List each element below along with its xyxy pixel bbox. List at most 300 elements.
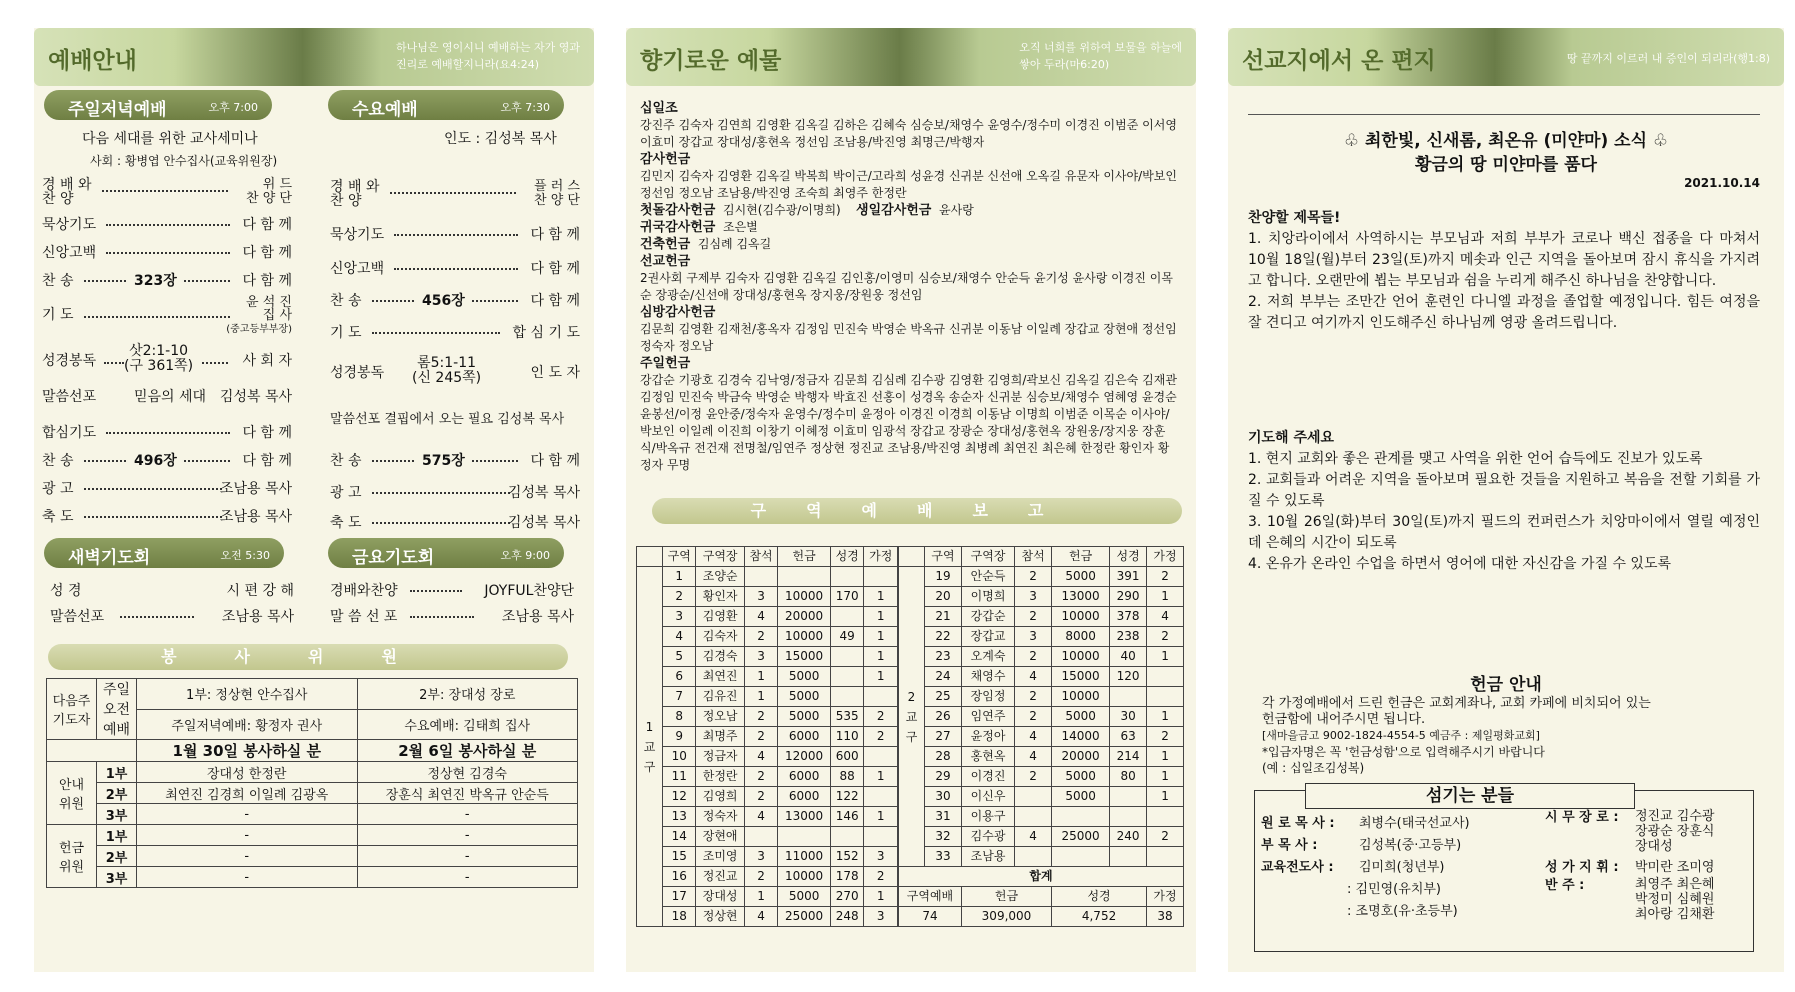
district-cell — [778, 567, 831, 587]
divider — [1248, 114, 1760, 115]
district-cell: 1 — [1147, 587, 1184, 607]
district-row — [637, 567, 898, 587]
total-value-row — [899, 907, 1184, 927]
district-cell: 3 — [864, 847, 898, 867]
district-cell: 2 — [744, 727, 777, 747]
wednesday-header: 수요예배 오후 7:30 — [328, 90, 564, 120]
district-row — [899, 767, 1184, 787]
district-cell: 정진교 — [696, 867, 744, 887]
offering-section: 십일조 강진주 김숙자 김연희 김영환 김옥길 김하은 김혜숙 심승보/채영수 윤영수/정수미 이경진 이범준 이서영 이효미 장갑교 장대성/홍현옥 정선임 조남용/박진영 최명근/박행자 — [640, 101, 1177, 149]
missionary-letter-panel — [1228, 28, 1784, 972]
district-cell: 1 — [744, 687, 777, 707]
district-row — [637, 747, 898, 767]
district-cell: 오계숙 — [961, 647, 1014, 667]
district-cell: 윤정아 — [961, 727, 1014, 747]
district-cell: 20000 — [778, 607, 831, 627]
district-cell — [830, 607, 863, 627]
district-cell: 1 — [864, 767, 898, 787]
district-cell: 4 — [744, 607, 777, 627]
friday-row: 말 씀 선 포 조남용 목사 — [330, 609, 574, 625]
district-cell — [744, 567, 777, 587]
district-row — [899, 727, 1184, 747]
district-cell — [830, 687, 863, 707]
district-cell: 5000 — [1052, 567, 1110, 587]
total-value: 38 — [1147, 907, 1184, 927]
offering-guide: 각 가정예배에서 드린 헌금은 교회계좌나, 교회 카페에 비치되어 있는 헌금함에 내어주시면 됩니다. [새마을금고 9002-1824-4554-5 예금주 : 제일평화교회] *입금자명은 꼭 '헌금성함'으로 입력해주시기 바랍니다 (예 : 십일조김성복) — [1262, 696, 1651, 775]
district-cell: 2 — [1147, 627, 1184, 647]
district-cell — [830, 567, 863, 587]
district-row — [637, 887, 898, 907]
order-row: 성경봉독 롬5:1-11 (신 245쪽) 인 도 자 — [330, 355, 580, 386]
district-cell — [864, 827, 898, 847]
district-cell — [830, 647, 863, 667]
district-cell: 11 — [663, 767, 696, 787]
district-cell: 14 — [663, 827, 696, 847]
district-cell — [1110, 807, 1147, 827]
district-cell: 2 — [1015, 687, 1052, 707]
district-cell: 12000 — [778, 747, 831, 767]
district-cell: 391 — [1110, 567, 1147, 587]
parish-label: 1 교 구 — [637, 567, 663, 927]
district-cell: 4 — [744, 747, 777, 767]
friday-prayer-header: 금요기도회 오후 9:00 — [328, 538, 564, 568]
service-committee-table: 다음주 기도자 주일오전예배 1부: 정상현 안수집사 2부: 장대성 장로 주일저녁예배: 황정자 권사 수요예배: 김태희 집사 1월 30일 봉사하실 분 2월 6일 봉사하실 분 안내 위원 1부 장대성 한정란 정상현 김경숙 2부 최연진 김경희 이일례 김광옥 장훈식 최연진 박옥규 안순득 3부 - - 헌금 위원 1부 - - 2부 - - 3부 - - — [46, 678, 578, 888]
district-row — [899, 667, 1184, 687]
offerings-panel — [626, 28, 1196, 972]
district-cell: 1 — [1147, 647, 1184, 667]
order-row: 기 도 합 심 기 도 — [330, 325, 580, 341]
district-cell — [1052, 847, 1110, 867]
district-cell: 1 — [864, 807, 898, 827]
order-row: 말씀선포 결핍에서 오는 필요 김성복 목사 — [330, 412, 565, 427]
district-cell: 3 — [663, 607, 696, 627]
district-cell: 49 — [830, 627, 863, 647]
district-cell: 120 — [1110, 667, 1147, 687]
district-cell: 정오남 — [696, 707, 744, 727]
district-row — [899, 827, 1184, 847]
district-row — [637, 687, 898, 707]
district-cell: 3 — [744, 587, 777, 607]
district-cell: 13 — [663, 807, 696, 827]
district-row — [637, 727, 898, 747]
district-cell: 30 — [1110, 707, 1147, 727]
district-cell: 18 — [663, 907, 696, 927]
district-cell: 조양순 — [696, 567, 744, 587]
district-row — [637, 787, 898, 807]
offering-section: 감사헌금 김민지 김숙자 김영환 김옥길 박복희 박이근/고라희 성윤경 신귀분 신선애 오옥길 유문자 이사야/박보인 정선임 정오남 조남용/박진영 조숙희 최영주 한정란 — [640, 152, 1177, 200]
district-cell: 1 — [1147, 747, 1184, 767]
district-row — [637, 807, 898, 827]
district-cell — [1147, 807, 1184, 827]
district-row — [637, 587, 898, 607]
total-head: 가정 — [1147, 887, 1184, 907]
district-cell: 최명주 — [696, 727, 744, 747]
order-row: 묵상기도 다 함 께 — [330, 227, 580, 243]
district-cell: 3 — [864, 907, 898, 927]
district-cell: 10000 — [1052, 647, 1110, 667]
prayer-item: 2. 교회들과 어려운 지역을 돌아보며 필요한 것들을 지원하고 복음을 전할 기회를 가질 수 있도록 — [1248, 472, 1760, 509]
district-cell: 1 — [1147, 767, 1184, 787]
district-cell: 20 — [925, 587, 962, 607]
district-cell: 8000 — [1052, 627, 1110, 647]
district-cell: 조미영 — [696, 847, 744, 867]
order-row: 찬 송 496장 다 함 께 — [42, 453, 292, 469]
order-row: 찬 송 575장 다 함 께 — [330, 453, 580, 469]
district-cell — [1015, 847, 1052, 867]
district-row — [899, 707, 1184, 727]
district-cell: 5000 — [778, 887, 831, 907]
offerings-header — [626, 28, 1196, 86]
district-cell: 14000 — [1052, 727, 1110, 747]
prayer-section: 기도해 주세요 1. 현지 교회와 좋은 관계를 맺고 사역을 위한 언어 습득에도 진보가 있도록 2. 교회들과 어려운 지역을 돌아보며 필요한 것들을 지원하고 복음을 전할 기회를 가질 수 있도록 3. 10월 26일(화)부터 30일(토)까지 필드의 컨퍼런스가 치앙마이에서 열릴 예정인데 은혜의 시간이 되도록 4. 온유가 온라인 수업을 하면서 영어에 대한 자신감을 가질 수 있도록 — [1248, 428, 1760, 575]
order-row: 광 고 김성복 목사 — [330, 485, 580, 501]
district-cell: 8 — [663, 707, 696, 727]
district-cell: 조남용 — [961, 847, 1014, 867]
district-cell — [1147, 847, 1184, 867]
district-cell — [864, 567, 898, 587]
district-row — [637, 827, 898, 847]
dawn-row: 말씀선포 조남용 목사 — [50, 609, 294, 625]
order-row: 성경봉독 삿2:1-10 (구 361쪽) 사 회 자 — [42, 343, 292, 374]
district-cell: 황인자 — [696, 587, 744, 607]
servers-box: 섬기는 분들 원 로 목 사 : 최병수(태국선교사) 부 목 사 : 김성복(중·고등부) 교육전도사 : 김미희(청년부) : 김민영(유치부) : 조명호(유·초등부) 시 무 장 로 : 정진교 김수광 장광순 장훈식 장대성 성 가 지 휘 : 박미란 조미영 반 주 : 최영주 최은혜 박정미 심혜원 최아랑 김채환 — [1254, 790, 1754, 952]
district-row — [899, 647, 1184, 667]
order-row: 광 고 조남용 목사 — [42, 481, 292, 497]
district-cell: 2 — [744, 627, 777, 647]
servers-title: 섬기는 분들 — [1305, 783, 1635, 809]
district-cell: 4 — [1015, 827, 1052, 847]
district-cell — [1052, 807, 1110, 827]
district-cell: 5 — [663, 647, 696, 667]
district-cell: 4 — [1015, 727, 1052, 747]
district-cell — [1147, 687, 1184, 707]
district-cell: 이경진 — [961, 767, 1014, 787]
order-row: 신앙고백 다 함 께 — [330, 261, 580, 277]
worship-guide-title: 예배안내 — [48, 48, 137, 74]
district-cell: 27 — [925, 727, 962, 747]
district-cell — [830, 667, 863, 687]
district-cell: 63 — [1110, 727, 1147, 747]
district-cell: 26 — [925, 707, 962, 727]
district-cell: 600 — [830, 747, 863, 767]
district-cell: 장대성 — [696, 887, 744, 907]
district-cell: 5000 — [778, 667, 831, 687]
offering-section: 선교헌금 2권사회 구제부 김숙자 김영환 김옥길 김인홍/이영미 심승보/채영수 안순득 윤기성 윤사랑 이경진 이목순 장광순/신선애 장대성/홍현옥 장지웅/장원웅 정선임 — [640, 254, 1173, 302]
district-row — [899, 687, 1184, 707]
district-cell: 2 — [1147, 727, 1184, 747]
district-cell: 30 — [925, 787, 962, 807]
district-cell: 4 — [744, 907, 777, 927]
district-cell: 10000 — [1052, 607, 1110, 627]
district-cell — [1110, 787, 1147, 807]
district-row — [899, 587, 1184, 607]
district-row — [637, 867, 898, 887]
district-cell: 2 — [744, 867, 777, 887]
district-cell: 1 — [864, 647, 898, 667]
district-row — [637, 627, 898, 647]
district-cell: 122 — [830, 787, 863, 807]
district-cell: 12 — [663, 787, 696, 807]
district-cell: 1 — [864, 887, 898, 907]
offering-section: 첫돌감사헌금 김시현(김수광/이명희) 생일감사헌금 윤사랑 — [640, 203, 974, 218]
district-cell: 장임정 — [961, 687, 1014, 707]
district-cell: 40 — [1110, 647, 1147, 667]
district-cell: 1 — [864, 607, 898, 627]
district-cell: 장갑교 — [961, 627, 1014, 647]
district-cell: 88 — [830, 767, 863, 787]
district-table-2: 구역 구역장 참석 헌금 성경 가정 2 교 구 19 안순득 2 5000 391 2 20 이명희 3 13000 290 1 21 강갑순 2 10000 378 4 22 장갑교 3 8000 238 2 23 오계숙 2 10000 40 1 24 채영수 4 15000 120 25 장임정 2 10000 26 임연주 2 5000 30 1 27 윤정아 4 14000 63 2 28 홍현옥 4 20000 214 1 29 이경진 2 5000 80 1 30 이신우 5000 1 31 이용구 32 김수광 4 25000 240 2 33 조남용 합계 구역예배 헌금 성경 가정 74 309,000 4,752 38 — [898, 546, 1184, 927]
district-cell: 270 — [830, 887, 863, 907]
dawn-prayer-header: 새벽기도회 오전 5:30 — [44, 538, 284, 568]
district-row — [899, 847, 1184, 867]
district-cell: 7 — [663, 687, 696, 707]
district-cell: 이용구 — [961, 807, 1014, 827]
district-cell: 31 — [925, 807, 962, 827]
district-cell: 32 — [925, 827, 962, 847]
district-cell: 이신우 — [961, 787, 1014, 807]
district-cell: 2 — [744, 767, 777, 787]
district-cell: 정숙자 — [696, 807, 744, 827]
offerings-title: 향기로운 예물 — [640, 48, 782, 74]
district-cell: 4 — [744, 807, 777, 827]
district-cell: 4 — [1147, 607, 1184, 627]
district-cell: 2 — [744, 787, 777, 807]
district-cell: 22 — [925, 627, 962, 647]
district-cell: 2 — [663, 587, 696, 607]
district-row — [899, 787, 1184, 807]
district-cell: 10000 — [778, 867, 831, 887]
district-cell: 5000 — [1052, 707, 1110, 727]
offering-section: 주일헌금 강갑순 기광호 김경숙 김낙영/정금자 김문희 김심례 김수광 김영환 김영희/곽보신 김옥길 김은숙 김재관 김정임 민진숙 박금숙 박영순 박행자 박효진 선홍이 성경옥 송순자 신귀분 심승보/채영수 염혜영 윤경순 윤봉선/이정 윤안중/정숙자 윤영수/정수미 윤정아 이경진 이경희 이동남 이명희 이범준 이목순 이사야/박보인 이일례 이진희 이창기 이혜정 이효미 임광석 장갑교 장광순 장대성/홍현옥 장원웅/장지웅 장훈식/박옥규 전건재 전명철/임연주 정상현 정진교 조남용/박진영 최병례 최연진 최은혜 한정란 황인자 황정자 무명 — [640, 356, 1177, 472]
offering-section: 심방감사헌금 김문희 김영환 김재천/홍옥자 김정임 민진숙 박영순 박옥규 신귀분 이동남 이일례 장갑교 장현애 정선임 정숙자 정오남 — [640, 305, 1177, 353]
prayer-item: 1. 현지 교회와 좋은 관계를 맺고 사역을 위한 언어 습득에도 진보가 있도록 — [1248, 451, 1703, 467]
district-cell: 홍현옥 — [961, 747, 1014, 767]
district-cell — [864, 687, 898, 707]
missionary-verse: 땅 끝까지 이르러 내 증인이 되리라(행1:8) — [1566, 52, 1770, 65]
district-cell: 2 — [864, 707, 898, 727]
district-cell: 2 — [1147, 567, 1184, 587]
total-label: 합계 — [899, 867, 1184, 887]
total-head: 구역예배 — [899, 887, 962, 907]
district-cell: 290 — [1110, 587, 1147, 607]
total-value: 74 — [899, 907, 962, 927]
district-cell: 5000 — [778, 687, 831, 707]
district-cell: 김유진 — [696, 687, 744, 707]
order-row: 축 도 김성복 목사 — [330, 515, 580, 531]
district-cell: 80 — [1110, 767, 1147, 787]
district-cell: 11000 — [778, 847, 831, 867]
district-cell: 김영희 — [696, 787, 744, 807]
district-cell: 10000 — [778, 587, 831, 607]
offering-list — [640, 100, 1180, 474]
district-cell: 25 — [925, 687, 962, 707]
district-cell: 16 — [663, 867, 696, 887]
district-cell — [1110, 847, 1147, 867]
district-cell: 한정란 — [696, 767, 744, 787]
district-cell: 3 — [1015, 627, 1052, 647]
service-committee-bar: 봉사위원 — [48, 644, 568, 670]
worship-guide-panel — [34, 28, 594, 972]
district-cell — [1110, 687, 1147, 707]
district-cell: 535 — [830, 707, 863, 727]
district-row — [637, 707, 898, 727]
total-head: 헌금 — [961, 887, 1051, 907]
district-cell: 최연진 — [696, 667, 744, 687]
prayer-item: 3. 10월 26일(화)부터 30일(토)까지 필드의 컨퍼런스가 치앙마이에서 열릴 예정인데 은혜의 시간이 되도록 — [1248, 514, 1760, 551]
district-report-bar: 구역예배보고 — [652, 498, 1182, 524]
district-cell: 강갑순 — [961, 607, 1014, 627]
district-cell: 정상현 — [696, 907, 744, 927]
district-cell: 정금자 — [696, 747, 744, 767]
district-cell: 15 — [663, 847, 696, 867]
district-cell: 임연주 — [961, 707, 1014, 727]
district-cell: 김영환 — [696, 607, 744, 627]
worship-verse: 하나님은 영이시니 예배하는 자가 영과 진리로 예배할지니라(요4:24) — [395, 41, 580, 71]
praise-item: 1. 치앙라이에서 사역하시는 부모님과 저희 부부가 코로나 백신 접종을 다 마쳐서 10월 18일(월)부터 23일(토)까지 메솟과 인근 지역을 돌아보며 잠시 휴식을 가지려고 합니다. 오랜만에 뵙는 부모님과 쉼을 누리게 해주신 하나님을 찬양합니다. — [1248, 231, 1760, 289]
missionary-title: 선교지에서 온 편지 — [1242, 48, 1436, 74]
order-row: 기 도 윤 석 진 집 사 (중고등부부장) — [42, 295, 292, 335]
district-row — [637, 607, 898, 627]
total-value: 4,752 — [1052, 907, 1147, 927]
district-cell: 152 — [830, 847, 863, 867]
district-table-1: 구역 구역장 참석 헌금 성경 가정 1 교 구 1 조양순 2 황인자 3 10000 170 1 3 김영환 4 20000 1 4 김숙자 2 10000 49 1 5 김경숙 3 15000 1 6 최연진 1 5000 1 7 김유진 1 5000 8 정오남 2 5000 535 2 9 최명주 2 6000 110 2 10 정금자 4 12000 600 11 한정란 2 6000 88 1 12 김영희 2 6000 122 13 정숙자 4 13000 146 1 14 장현애 15 조미영 3 11000 152 3 16 정진교 2 10000 178 2 17 장대성 1 5000 270 1 18 정상현 4 25000 248 3 — [636, 546, 898, 927]
district-cell: 채영수 — [961, 667, 1014, 687]
district-row — [899, 627, 1184, 647]
offerings-verse: 오직 너희를 위하여 보물을 하늘에 쌓아 두라(마6:20) — [1019, 41, 1182, 71]
offering-section: 귀국감사헌금 조은별 — [640, 220, 758, 235]
letter-date: 2021.10.14 — [1684, 176, 1760, 190]
district-cell: 2 — [1015, 607, 1052, 627]
order-row: 축 도 조남용 목사 — [42, 509, 292, 525]
missionary-header — [1228, 28, 1784, 86]
district-cell: 9 — [663, 727, 696, 747]
district-cell: 248 — [830, 907, 863, 927]
district-cell: 1 — [1147, 707, 1184, 727]
sunday-order — [42, 174, 292, 525]
district-cell: 13000 — [778, 807, 831, 827]
district-cell: 15000 — [778, 647, 831, 667]
district-cell: 6000 — [778, 727, 831, 747]
district-cell — [744, 827, 777, 847]
district-cell: 김경숙 — [696, 647, 744, 667]
district-cell: 1 — [864, 587, 898, 607]
district-cell: 23 — [925, 647, 962, 667]
district-cell: 이명희 — [961, 587, 1014, 607]
district-row — [637, 647, 898, 667]
district-cell: 214 — [1110, 747, 1147, 767]
letter-heading: ♧ 최한빛, 신새롬, 최온유 (미얀마) 소식 ♧ — [1343, 131, 1669, 151]
district-cell: 1 — [663, 567, 696, 587]
district-cell: 5000 — [1052, 767, 1110, 787]
district-cell: 2 — [1015, 707, 1052, 727]
district-cell: 24 — [925, 667, 962, 687]
wednesday-leader: 인도 : 김성복 목사 — [444, 131, 557, 147]
district-cell: 2 — [744, 707, 777, 727]
order-row: 묵상기도 다 함 께 — [42, 217, 292, 233]
district-cell: 238 — [1110, 627, 1147, 647]
district-row — [637, 847, 898, 867]
order-row: 경 배 와 찬 양 플 러 스 찬 양 단 — [330, 179, 580, 209]
praise-item: 2. 저희 부부는 조만간 언어 훈련인 다니엘 과정을 졸업할 예정입니다. 힘든 여정을 잘 견디고 여기까지 인도해주신 하나님께 영광 올려드립니다. — [1248, 294, 1760, 331]
total-header-row — [899, 887, 1184, 907]
district-cell: 6000 — [778, 767, 831, 787]
district-cell: 3 — [1015, 587, 1052, 607]
sunday-evening-header: 주일저녁예배 오후 7:00 — [44, 90, 272, 120]
district-row — [899, 807, 1184, 827]
district-cell — [864, 747, 898, 767]
district-cell: 19 — [925, 567, 962, 587]
district-cell: 378 — [1110, 607, 1147, 627]
district-cell: 5000 — [778, 707, 831, 727]
district-cell: 김숙자 — [696, 627, 744, 647]
district-cell: 28 — [925, 747, 962, 767]
order-row: 말씀선포 믿음의 세대 김성복 목사 — [42, 389, 292, 405]
friday-row: 경배와찬양 JOYFUL찬양단 — [330, 583, 574, 599]
district-cell: 2 — [864, 727, 898, 747]
order-row: 합심기도 다 함 께 — [42, 425, 292, 441]
district-cell: 1 — [864, 627, 898, 647]
district-cell: 15000 — [1052, 667, 1110, 687]
district-row — [637, 767, 898, 787]
district-cell: 2 — [1015, 767, 1052, 787]
order-row: 신앙고백 다 함 께 — [42, 245, 292, 261]
district-cell — [1147, 667, 1184, 687]
district-cell: 25000 — [778, 907, 831, 927]
district-cell: 6000 — [778, 787, 831, 807]
district-cell: 2 — [1147, 827, 1184, 847]
district-row — [899, 567, 1184, 587]
district-cell: 김수광 — [961, 827, 1014, 847]
district-cell: 4 — [663, 627, 696, 647]
district-cell: 6 — [663, 667, 696, 687]
district-cell: 10000 — [1052, 687, 1110, 707]
district-cell: 4 — [1015, 667, 1052, 687]
district-cell — [1015, 787, 1052, 807]
district-cell: 110 — [830, 727, 863, 747]
district-row — [637, 907, 898, 927]
district-cell: 1 — [864, 667, 898, 687]
district-cell — [778, 827, 831, 847]
district-cell: 장현애 — [696, 827, 744, 847]
total-label-row — [899, 867, 1184, 887]
total-value: 309,000 — [961, 907, 1051, 927]
district-cell: 1 — [744, 667, 777, 687]
district-cell: 10 — [663, 747, 696, 767]
district-cell: 240 — [1110, 827, 1147, 847]
district-row — [637, 667, 898, 687]
district-cell — [830, 827, 863, 847]
district-cell: 146 — [830, 807, 863, 827]
district-cell: 29 — [925, 767, 962, 787]
district-row — [899, 607, 1184, 627]
letter-subheading: 황금의 땅 미얀마를 품다 — [1415, 155, 1597, 175]
district-cell: 21 — [925, 607, 962, 627]
parish-label: 2 교 구 — [899, 567, 925, 867]
district-cell: 5000 — [1052, 787, 1110, 807]
district-cell: 안순득 — [961, 567, 1014, 587]
district-cell — [1015, 807, 1052, 827]
offering-section: 건축헌금 김심례 김옥길 — [640, 237, 772, 252]
district-cell — [864, 787, 898, 807]
district-cell: 3 — [744, 847, 777, 867]
district-cell: 13000 — [1052, 587, 1110, 607]
district-cell: 25000 — [1052, 827, 1110, 847]
offering-guide-title: 헌금 안내 — [1470, 675, 1542, 695]
district-cell: 178 — [830, 867, 863, 887]
district-cell: 33 — [925, 847, 962, 867]
praise-section: 찬양할 제목들! 1. 치앙라이에서 사역하시는 부모님과 저희 부부가 코로나 백신 접종을 다 마쳐서 10월 18일(월)부터 23일(토)까지 메솟과 인근 지역을 돌아보며 잠시 휴식을 가지려고 합니다. 오랜만에 뵙는 부모님과 쉼을 누리게 해주신 하나님을 찬양합니다. 2. 저희 부부는 조만간 언어 훈련인 다니엘 과정을 졸업할 예정입니다. 힘든 여정을 잘 견디고 여기까지 인도해주신 하나님께 영광 올려드립니다. — [1248, 208, 1760, 334]
district-cell: 1 — [744, 887, 777, 907]
